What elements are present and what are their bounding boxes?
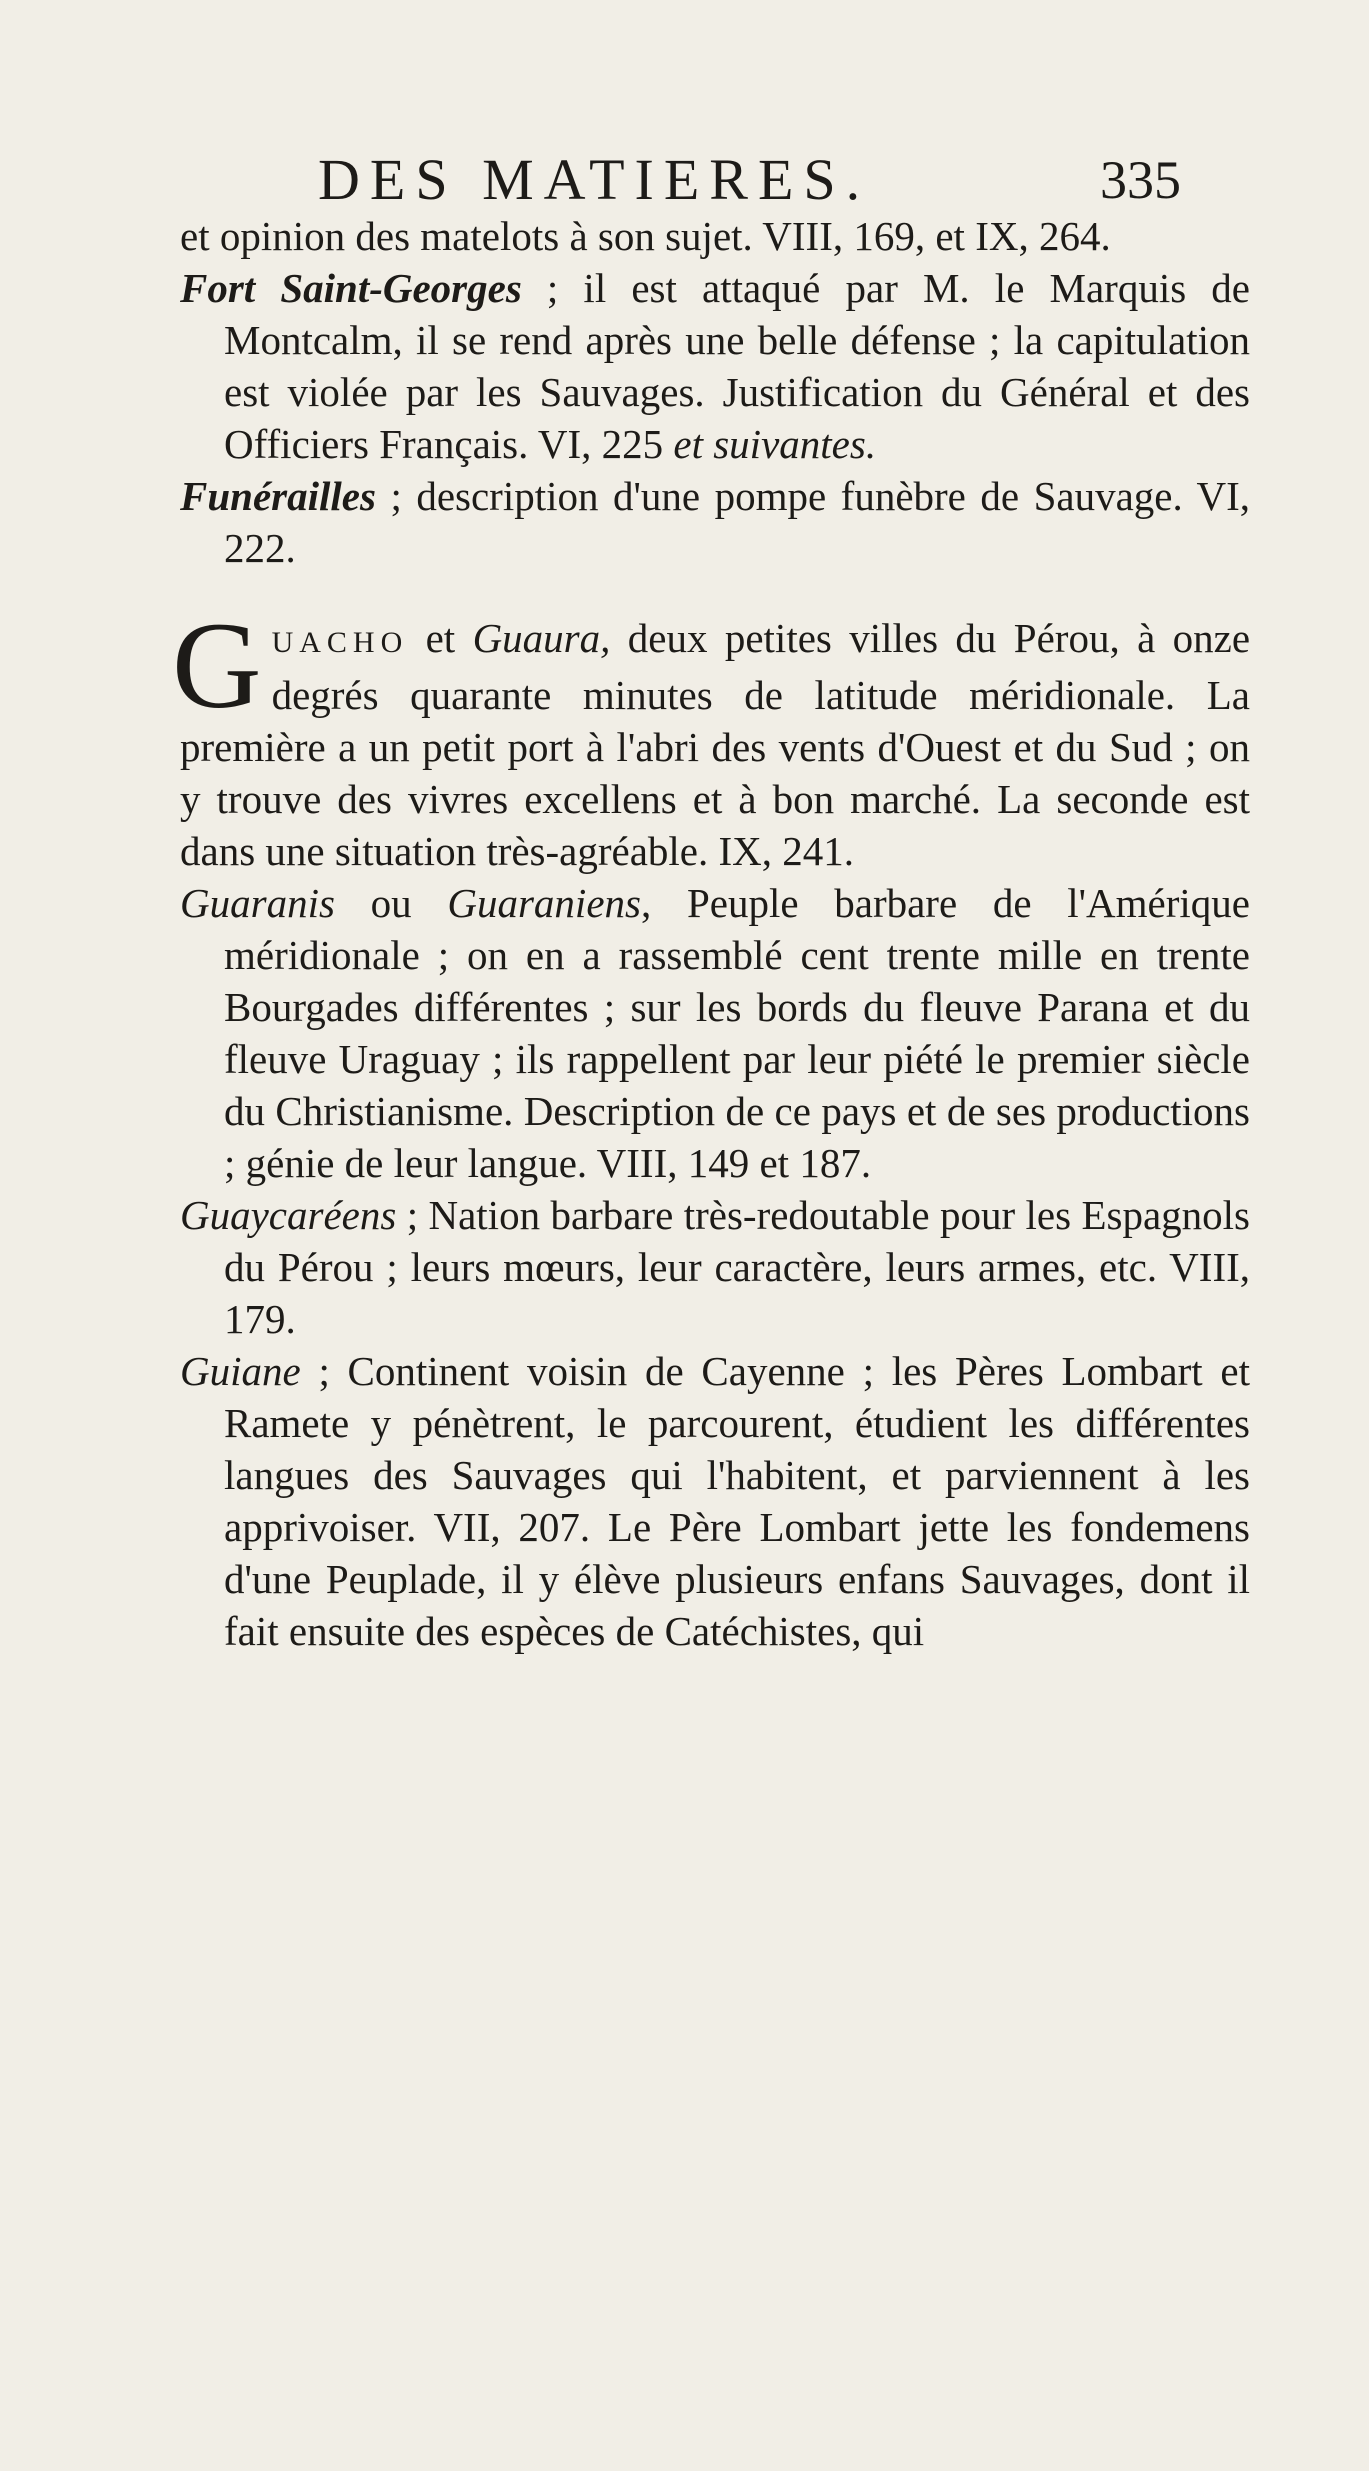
page-header — [0, 140, 1369, 220]
entry-text: ; description d'une pompe funèbre de Sauvage. VI, 222. — [224, 473, 1250, 571]
entry-text: et opinion des matelots à son sujet. VIII, 169, et IX, 264. — [180, 213, 1111, 259]
entry-term: Guaycaréens — [180, 1192, 397, 1238]
entry-text: , Peuple barbare de l'Amérique méridionale ; on en a rassemblé cent trente mille en trente Bourgades différentes ; sur les bords du fleuve Parana et du fleuve Uraguay ; ils rappellent par leur piété le premier siècle du Christianisme. Description de ce pays et de ses productions ; génie de leur langue. VIII, 149 et 187. — [224, 880, 1250, 1186]
entry-text: ; il est attaqué par M. le Marquis de Montcalm, il se rend après une belle défense ; la capitulation est violée par les Sauvages. Justification du Général et des Officiers Français. VI, 225 — [224, 265, 1250, 467]
entry-term: Guaura, — [472, 615, 611, 661]
entry-term: Fort Saint-Georges — [180, 265, 522, 311]
entry-term: Funérailles — [180, 473, 376, 519]
index-entry-funerailles — [180, 470, 1250, 574]
entry-text: ; Nation barbare très-redoutable pour les Espagnols du Pérou ; leurs mœurs, leur caractère, leurs armes, etc. VIII, 179. — [224, 1192, 1250, 1342]
index-entry-fort-saint-georges — [180, 262, 1250, 470]
entry-tail: et suivantes. — [673, 421, 877, 467]
page-number: 335 — [1100, 150, 1181, 210]
entry-term: Guaranis — [180, 880, 335, 926]
index-entry-continuation — [180, 210, 1250, 262]
entry-text: deux petites villes du Pérou, à onze degrés quarante minutes de latitude méridionale. La première a un petit port à l'abri des vents d'Ouest et du Sud ; on y trouve des vivres excellens et à bon marché. La seconde est dans une situation très-agréable. IX, 241. — [180, 615, 1251, 874]
drop-cap: G — [172, 597, 262, 734]
entry-connector: et — [425, 615, 456, 661]
index-entry-guaycareens — [180, 1189, 1250, 1345]
index-text — [172, 210, 1251, 1657]
running-title: DES MATIERES. — [318, 147, 871, 212]
entry-term-2: Guaraniens — [447, 880, 641, 926]
entry-connector: ou — [370, 880, 412, 926]
entry-term: Guiane — [180, 1348, 301, 1394]
index-entry-guiane — [180, 1345, 1250, 1657]
index-entry-guacho — [172, 597, 1251, 877]
index-entry-guaranis — [180, 877, 1250, 1189]
entry-smallcaps: UACHO — [271, 626, 409, 659]
entry-text: ; Continent voisin de Cayenne ; les Pères Lombart et Ramete y pénètrent, le parcourent, étudient les différentes langues des Sauvages qui l'habitent, et parviennent à les apprivoiser. VII, 207. Le Père Lombart jette les fondemens d'une Peuplade, il y élève plusieurs enfans Sauvages, dont il fait ensuite des espèces de Catéchistes, qui — [224, 1348, 1250, 1654]
